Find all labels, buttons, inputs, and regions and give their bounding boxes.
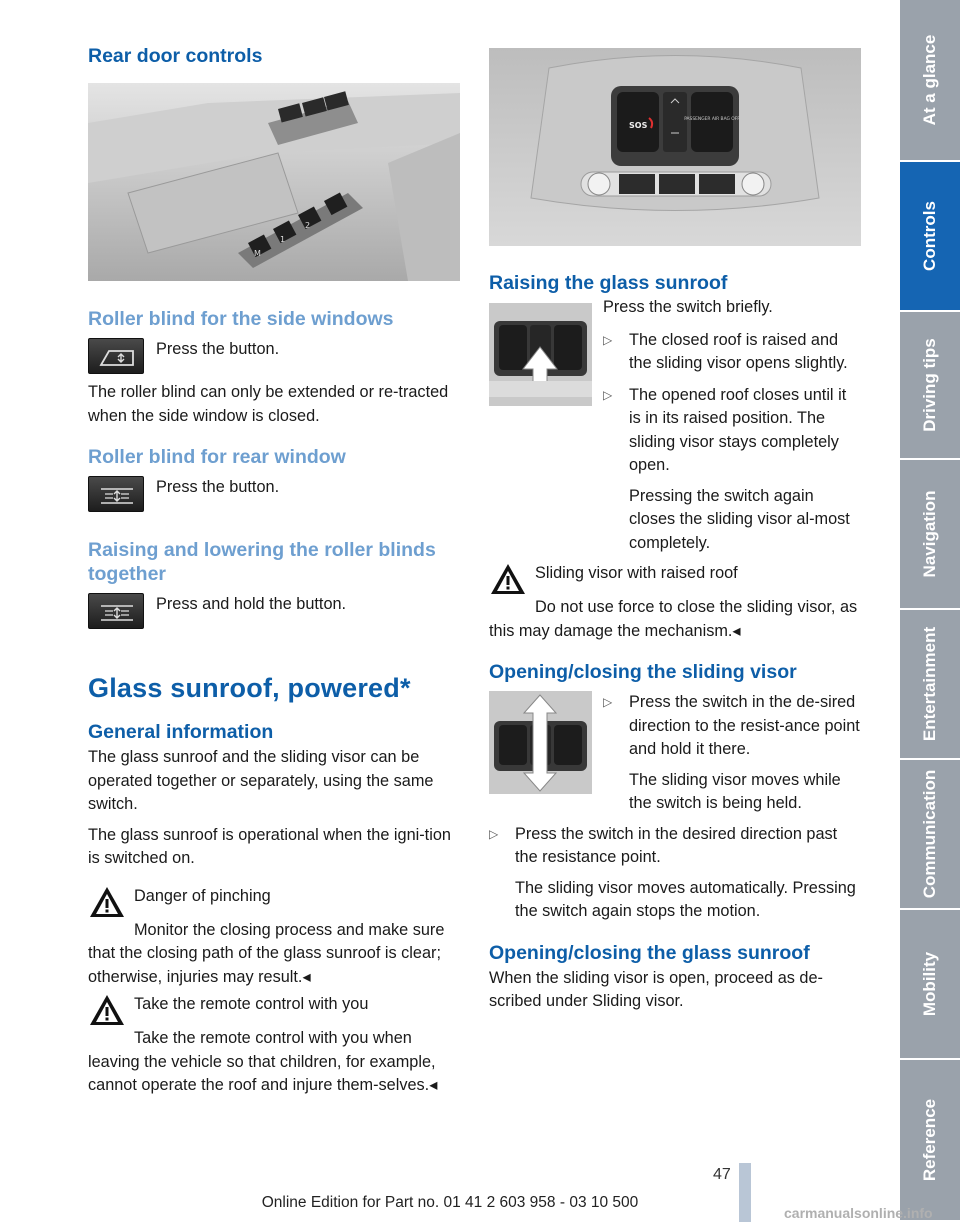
page-number-bar <box>739 1163 751 1222</box>
tab-at-a-glance[interactable]: At a glance <box>900 0 960 162</box>
door-panel-illustration <box>88 83 460 281</box>
footer-edition-text: Online Edition for Part no. 01 41 2 603 958 - 03 10 500 <box>261 1194 639 1211</box>
warning-remote-control-title: Take the remote control with you <box>134 995 369 1013</box>
sos-label: SOS <box>629 121 648 130</box>
roller-blind-side-text: The roller blind can only be extended or re-tracted when the side window is closed. <box>88 383 449 425</box>
seat-memory-1-label: 1 <box>280 235 286 244</box>
raise-switch-illustration <box>489 303 592 406</box>
overhead-console-illustration <box>489 48 861 246</box>
visor-switch-photo <box>489 691 592 794</box>
tab-driving-tips[interactable]: Driving tips <box>900 312 960 460</box>
overhead-console-photo <box>489 48 861 246</box>
warning-sliding-visor-title: Sliding visor with raised roof <box>535 564 738 582</box>
general-information-p2: The glass sunroof is operational when the igni-tion is switched on. <box>88 825 451 867</box>
general-information-heading: General information <box>88 721 274 743</box>
passenger-airbag-label: PASSENGER AIR BAG OFF <box>684 117 740 122</box>
left-column <box>88 44 462 1098</box>
raising-bullet-2: ▷ The opened roof closes until it is in its raised position. The sliding visor stays completely open. Pressing the switch again closes the sliding visor al-most completely. <box>603 384 862 556</box>
warning-sliding-visor <box>489 562 862 596</box>
warning-sliding-visor-text: Do not use force to close the sliding visor, as this may damage the mechanism.◂ <box>489 598 858 640</box>
watermark: carmanualsonline.info <box>784 1205 933 1221</box>
rear-door-controls-heading: Rear door controls <box>88 45 263 67</box>
visor-bullet-2: ▷ Press the switch in the desired direction past the resistance point. The sliding visor moves automatically. Pressing the switch again stops the motion. <box>489 823 862 924</box>
bullet-arrow-icon: ▷ <box>603 695 613 709</box>
warning-triangle-icon <box>88 993 126 1027</box>
rear-door-controls-photo <box>88 83 460 281</box>
roller-blind-side-instruction: Press the button. <box>156 340 280 358</box>
tab-entertainment[interactable]: Entertainment <box>900 610 960 760</box>
rear-roller-blind-button-icon <box>88 476 144 512</box>
roller-blinds-together-heading: Raising and lowering the roller blinds together <box>88 539 436 585</box>
chapter-tabs <box>900 0 960 1222</box>
general-information-p1: The glass sunroof and the sliding visor can be operated together or separately, using the same switch. <box>88 748 434 813</box>
bullet-arrow-icon: ▷ <box>489 826 499 841</box>
raising-sunroof-heading: Raising the glass sunroof <box>489 272 728 294</box>
page-number: 47 <box>713 1166 731 1183</box>
roller-blind-rear-heading: Roller blind for rear window <box>88 446 346 468</box>
tab-reference[interactable]: Reference <box>900 1060 960 1222</box>
seat-memory-2-label: 2 <box>305 221 311 230</box>
tab-mobility[interactable]: Mobility <box>900 910 960 1060</box>
warning-pinching-text: Monitor the closing process and make sure that the closing path of the glass sunroof is clear; otherwise, injuries may result.◂ <box>88 920 445 986</box>
glass-sunroof-open-close-heading: Opening/closing the glass sunroof <box>489 941 810 964</box>
bullet-arrow-icon: ▷ <box>603 332 613 347</box>
glass-sunroof-heading: Glass sunroof, powered* <box>88 673 411 703</box>
warning-triangle-icon <box>489 562 527 596</box>
tab-navigation[interactable]: Navigation <box>900 460 960 610</box>
roller-blind-side-heading: Roller blind for the side windows <box>88 308 394 330</box>
warning-remote-control-text: Take the remote control with you when leaving the vehicle so that children, for example, cannot operate the roof and injure them-selves.◂ <box>88 1029 438 1094</box>
warning-triangle-icon <box>88 885 126 919</box>
roller-blind-rear-instruction: Press the button. <box>156 478 280 496</box>
tab-controls[interactable]: Controls <box>900 162 960 312</box>
visor-bullet-1: ▷ Press the switch in the de-sired direction to the resist-ance point and hold it there. The sliding visor moves while the switch is being held. <box>603 691 862 816</box>
warning-remote-control <box>88 993 462 1027</box>
sliding-visor-heading: Opening/closing the sliding visor <box>489 661 797 683</box>
warning-pinching <box>88 885 462 919</box>
raising-bullet-1: ▷ The closed roof is raised and the sliding visor opens slightly. <box>603 329 862 376</box>
tab-communication[interactable]: Communication <box>900 760 960 910</box>
roller-blinds-together-instruction: Press and hold the button. <box>156 595 347 613</box>
visor-switch-illustration <box>489 691 592 794</box>
raising-intro: Press the switch briefly. <box>603 298 773 316</box>
right-column <box>489 48 862 1014</box>
seat-memory-m-label: M <box>254 249 261 258</box>
side-roller-blind-button-icon <box>88 338 144 374</box>
bullet-arrow-icon: ▷ <box>603 387 613 402</box>
glass-sunroof-open-close-text: When the sliding visor is open, proceed as de-scribed under Sliding visor. <box>489 968 823 1010</box>
roller-blinds-together-button-icon <box>88 593 144 629</box>
warning-pinching-title: Danger of pinching <box>134 886 271 905</box>
raise-switch-photo <box>489 303 592 406</box>
